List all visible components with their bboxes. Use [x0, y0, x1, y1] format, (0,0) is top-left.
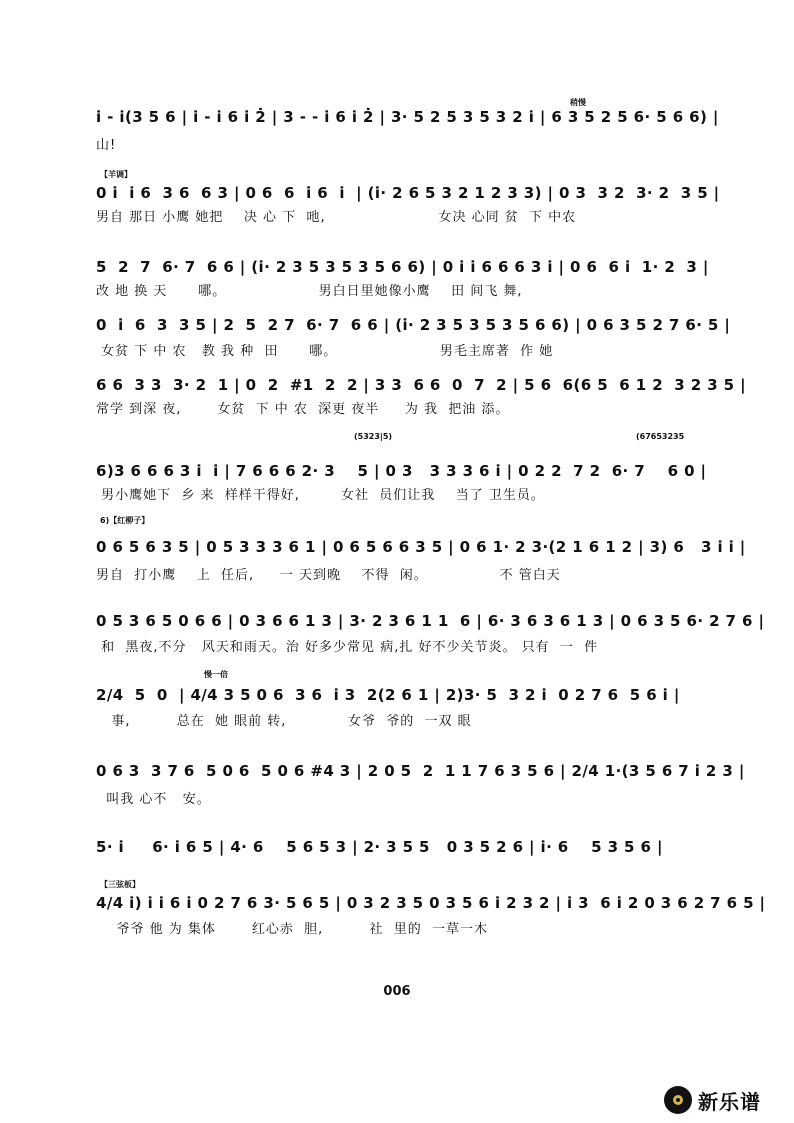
tempo-mark: 稍慢 — [570, 98, 586, 107]
vinyl-record-icon — [664, 1086, 692, 1114]
page-number: 006 — [383, 984, 411, 999]
notation-line: 0 i̇ 6 3 3 5 | 2 5 2 7 6· 7 6 6 | (i̇· 2 3 5 3 5 3 5 6 6) | 0 6 3 5 2 7 6· 5 | — [96, 316, 731, 334]
lyric-line: 和 黑夜,不分 风天和雨天。治 好多少常见 病,扎 好不少关节炎。 只有 一 件 — [96, 640, 599, 655]
site-logo — [664, 1084, 784, 1116]
lyric-line: 叫我 心不 安。 — [96, 792, 211, 807]
notation-line: 4/4 i̇) i̇ i̇ 6 i̇ 0 2 7 6 3· 5 6 5 | 0 3 2 3 5 0 3 5 6 i̇ 2 3 2 | i̇ 3 6 i̇ 2 0 3 6 2 7 6 5 | — [96, 894, 766, 912]
lyric-line: 男自 打小鹰 上 任后, 一 天到晚 不得 闲。 不 管白天 — [96, 568, 561, 583]
annotation-right: (67653235 — [636, 432, 685, 441]
notation-line: 0 6 3 3 7 6 5 0 6 5 0 6 #4 3 | 2 0 5 2 1 1 7 6 3 5 6 | 2/4 1·(3 5 6 7 i̇ 2 3 | — [96, 762, 745, 780]
section-mark: 【羊调】 — [100, 170, 132, 179]
notation-line: 0 5 3 6 5 0 6 6 | 0 3 6 6 1 3 | 3· 2 3 6 1 1 6 | 6· 3 6 3 6 1 3 | 0 6 3 5 6· 2 7 6 | — [96, 612, 765, 630]
notation-line: 2/4 5 0 | 4/4 3 5 0 6 3 6 i̇ 3 2(2 6 1 | 2)3· 5 3 2 i̇ 0 2 7 6 5 6 i̇ | — [96, 686, 680, 704]
lyric-line: 山! — [96, 138, 117, 153]
notation-line: 0 6 5 6 3 5 | 0 5 3 3 3 6 1 | 0 6 5 6 6 3 5 | 0 6 1· 2 3·(2 1 6 1 2 | 3) 6 3 i̇ i̇ | — [96, 538, 746, 556]
lyric-line: 爷爷 他 为 集体 红心赤 胆, 社 里的 一草一木 — [96, 922, 488, 937]
notation-line: 5· i̇ 6· i̇ 6 5 | 4· 6 5 6 5 3 | 2· 3 5 5 0 3 5 2 6 | i̇· 6 5 3 5 6 | — [96, 838, 663, 856]
lyric-line: 女贫 下 中 农 教 我 种 田 哪。 男毛主席著 作 她 — [96, 344, 554, 359]
logo-text: 新乐谱 — [698, 1089, 761, 1114]
section-mark: 6)【红柳子】 — [100, 516, 150, 525]
notation-line: 6 6 3 3 3· 2 1 | 0 2 #1 2 2 | 3 3 6 6 0 7 2 | 5 6 6(6 5 6 1 2 3 2 3 5 | — [96, 376, 747, 394]
notation-line: 0 i̇ i̇ 6 3 6 6 3 | 0 6 6 i̇ 6 i̇ | (i̇· 2 6 5 3 2 1 2 3 3) | 0 3 3 2 3· 2 3 5 | — [96, 184, 720, 202]
notation-line: 5 2 7 6· 7 6 6 | (i̇· 2 3 5 3 5 3 5 6 6) | 0 i̇ i̇ 6 6 6 3 i̇ | 0 6 6 i̇ 1· 2 3 | — [96, 258, 709, 276]
notation-line: 6)3 6 6 6 3 i̇ i̇ | 7 6 6 6 2· 3 5 | 0 3 3 3 3 6 i̇ | 0 2 2 7 2 6· 7 6 0 | — [96, 462, 707, 480]
lyric-line: 事, 总在 她 眼前 转, 女爷 爷的 一双 眼 — [96, 714, 472, 729]
section-mark: 【三弦板】 — [100, 880, 140, 889]
lyric-line: 男自 那日 小鹰 她把 决 心 下 吔, 女决 心同 贫 下 中农 — [96, 210, 577, 225]
lyric-line: 改 地 换 天 哪。 男白日里她像小鹰 田 间飞 舞, — [96, 284, 523, 299]
annotation-left: (5323|5) — [354, 432, 393, 441]
lyric-line: 常学 到深 夜, 女贫 下 中 农 深更 夜半 为 我 把油 添。 — [96, 402, 510, 417]
lyric-line: 男小鹰她下 乡 来 样样干得好, 女社 员们让我 当了 卫生员。 — [96, 488, 545, 503]
notation-line: i̇ - i̇(3 5 6 | i̇ - i̇ 6 i̇ 2̇ | 3 - - i̇ 6 i̇ 2̇ | 3· 5 2 5 3 5 3 2 i̇ | 6 3 5 2 5 6· 5 6 6) | — [96, 108, 719, 126]
tempo-mark: 慢一倍 — [204, 670, 228, 679]
